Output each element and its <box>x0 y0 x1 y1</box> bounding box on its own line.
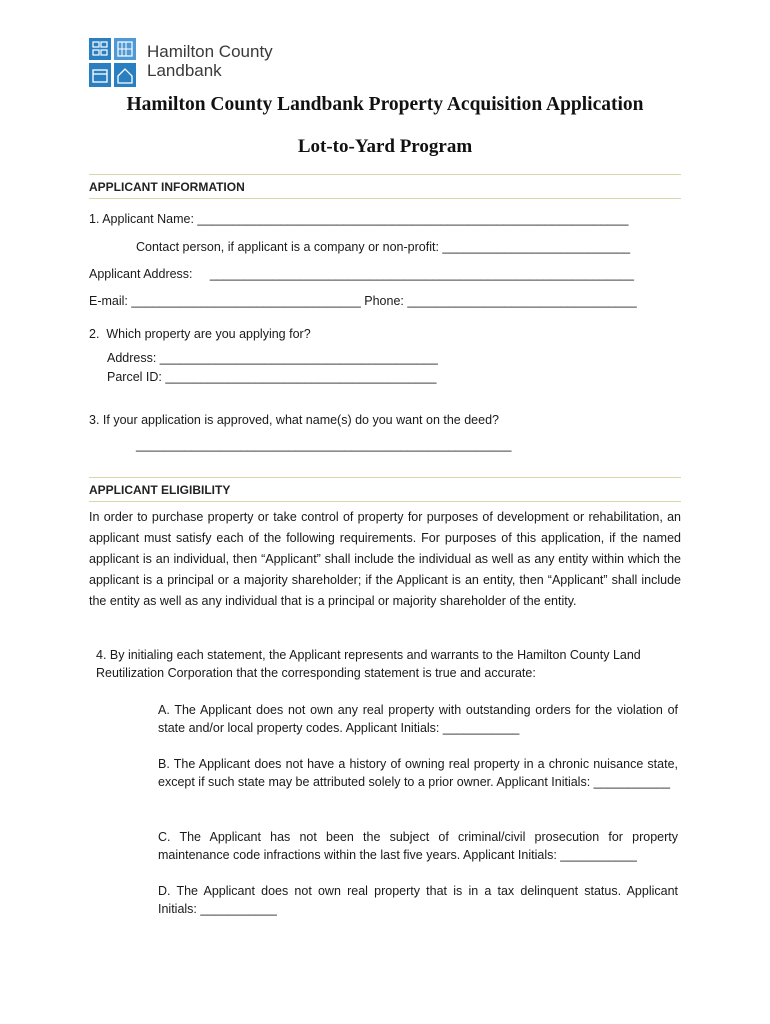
divider <box>89 174 681 175</box>
applicant-information-heading <box>89 180 681 197</box>
landbank-logo-icon <box>89 38 137 88</box>
page-subtitle: Lot-to-Yard Program <box>297 136 473 157</box>
divider <box>89 477 681 478</box>
property-address-field[interactable]: Address: ________________________________________ <box>107 351 438 365</box>
divider <box>89 198 681 199</box>
statement-a[interactable]: A. The Applicant does not own any real property with outstanding orders for the violation of state and/or local property codes. Applicant Initials: ___________ <box>158 703 678 735</box>
logo-line1: Hamilton County <box>147 42 273 61</box>
eligibility-paragraph: In order to purchase property or take control of property for purposes of development or rehabilitation, an applicant must satisfy each of the following requirements. For purposes of this application, if the named applicant is an individual, then “Applicant” shall include the individual as well as any entity within which the applicant is a principal or a majority shareholder; if the Applicant is an entity, then “Applicant” shall include the entity as well as any individual that is a principal or majority shareholder of the entity. <box>89 510 681 608</box>
page-title: Hamilton County Landbank Property Acquisition Application <box>126 94 644 115</box>
statement-b[interactable]: B. The Applicant does not have a history of owning real property in a chronic nuisance state, except if such state may be attributed solely to a prior owner. Applicant Initials: ___________ <box>158 757 678 789</box>
applicant-name-field[interactable]: 1. Applicant Name: ______________________________________________________________ <box>89 212 629 226</box>
statement-d[interactable]: D. The Applicant does not own real property that is in a tax delinquent status. Applicant Initials: ___________ <box>158 884 678 916</box>
question-2: 2. Which property are you applying for? <box>89 327 311 341</box>
applicant-eligibility-heading <box>89 483 681 500</box>
applicant-address-field[interactable]: Applicant Address: _____________________________________________________________ <box>89 267 634 281</box>
statement-c[interactable]: C. The Applicant has not been the subject of criminal/civil prosecution for property maintenance code infractions within the last five years. Applicant Initials: ___________ <box>158 830 678 862</box>
email-phone-field[interactable]: E-mail: _________________________________ Phone: _________________________________ <box>89 294 637 308</box>
question-4: 4. By initialing each statement, the Applicant represents and warrants to the Hamilton County Land Reutilization Corporation that the corresponding statement is true and accurate: <box>96 648 641 680</box>
question-3: 3. If your application is approved, what name(s) do you want on the deed? <box>89 413 499 427</box>
divider <box>89 501 681 502</box>
applicant-eligibility-heading-text: APPLICANT ELIGIBILITY <box>89 483 231 497</box>
applicant-information-heading-text: APPLICANT INFORMATION <box>89 180 245 194</box>
contact-person-field[interactable]: Contact person, if applicant is a company or non-profit: ___________________________ <box>136 240 631 254</box>
deed-name-field[interactable]: ______________________________________________________ <box>136 438 512 452</box>
logo-line2: Landbank <box>147 61 222 80</box>
parcel-id-field[interactable]: Parcel ID: _______________________________________ <box>107 370 437 384</box>
landbank-logo <box>89 38 289 90</box>
logo-wordmark <box>147 42 273 80</box>
